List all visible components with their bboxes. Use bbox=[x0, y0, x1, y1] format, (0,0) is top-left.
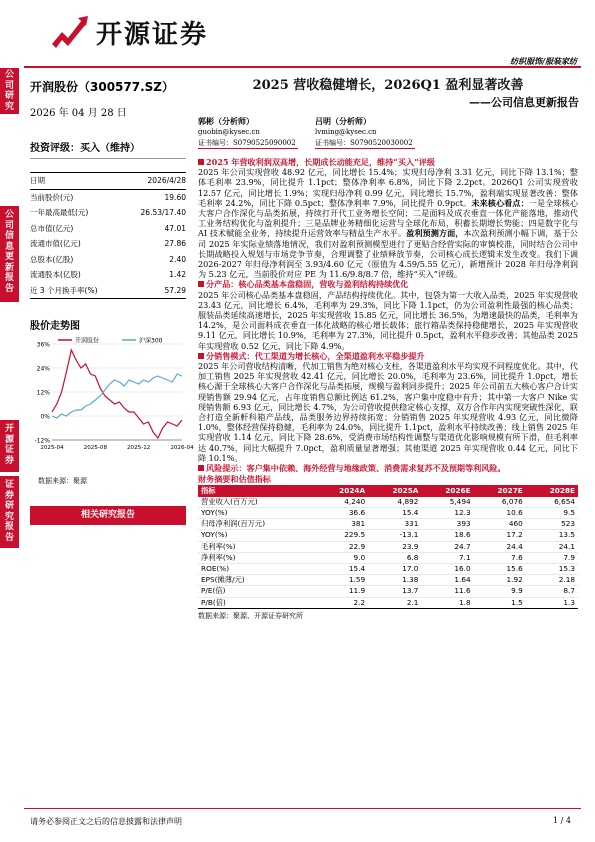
financial-cell: YOY(%) bbox=[198, 507, 315, 518]
key-data-row bbox=[30, 221, 186, 237]
financial-cell: 7.6 bbox=[474, 552, 526, 563]
financial-header-row bbox=[198, 485, 578, 497]
bullet-square-icon bbox=[198, 281, 204, 287]
key-data-row bbox=[30, 283, 186, 299]
financial-cell: 13.7 bbox=[368, 586, 421, 597]
financial-cell: 23.9 bbox=[368, 541, 421, 552]
financial-cell: 2.1 bbox=[368, 597, 421, 608]
financial-cell: 7.1 bbox=[421, 552, 473, 563]
series-line-stock bbox=[52, 350, 182, 438]
sidebar-char: 研 bbox=[4, 91, 14, 101]
key-value: 47.01 bbox=[164, 223, 186, 233]
financial-cell: 17.2 bbox=[474, 530, 526, 541]
financial-cell: 18.6 bbox=[421, 530, 473, 541]
financial-cell: 16.0 bbox=[421, 563, 473, 574]
financial-cell: 1.3 bbox=[526, 597, 578, 608]
analyst-name: 吕明（分析师） bbox=[315, 116, 371, 126]
analyst-cert: 证书编号：S0790520030002 bbox=[315, 139, 413, 147]
sidebar-char: 信 bbox=[4, 231, 14, 241]
key-data-row bbox=[30, 267, 186, 283]
key-data-row bbox=[30, 173, 186, 190]
price-chart-svg bbox=[30, 336, 194, 464]
sidebar-securities-research bbox=[0, 476, 19, 548]
sidebar-report-type bbox=[0, 206, 19, 302]
price-trend-title: 股价走势图 bbox=[30, 321, 80, 332]
header-divider bbox=[24, 66, 581, 68]
analyst-2 bbox=[315, 116, 413, 149]
financial-cell: -13.1 bbox=[368, 530, 421, 541]
financial-cell: 523 bbox=[526, 519, 578, 530]
key-value: 2026/4/28 bbox=[123, 173, 186, 190]
financial-source: 数据来源：聚源、开源证券研究所 bbox=[198, 611, 303, 620]
financial-cell: 6.8 bbox=[368, 552, 421, 563]
x-tick-label: 2025-12 bbox=[126, 445, 151, 451]
sidebar-company-research bbox=[0, 68, 19, 114]
bullet-square-icon bbox=[198, 465, 204, 471]
key-data-row bbox=[30, 189, 186, 205]
financial-cell: 8.7 bbox=[526, 586, 578, 597]
chart-source: 数据来源：聚源 bbox=[38, 477, 87, 485]
financial-row bbox=[198, 575, 578, 586]
financial-cell: 17.0 bbox=[368, 563, 421, 574]
financial-header-cell: 2028E bbox=[526, 485, 578, 497]
financial-cell: 4,892 bbox=[368, 497, 421, 508]
sidebar-char: 司 bbox=[4, 80, 14, 91]
industry-label: 纺织服饰/服装家纺 bbox=[510, 56, 577, 66]
key-data-table bbox=[30, 172, 186, 299]
financial-cell: 381 bbox=[315, 519, 368, 530]
financial-cell: YOY(%) bbox=[198, 530, 315, 541]
financial-cell: 归母净利润(百万元) bbox=[198, 519, 315, 530]
financial-row bbox=[198, 507, 578, 518]
financial-cell: 1.5 bbox=[474, 597, 526, 608]
financial-cell: 460 bbox=[474, 519, 526, 530]
financial-cell: 7.9 bbox=[526, 552, 578, 563]
disclaimer: 请务必参阅正文之后的信息披露和法律声明 bbox=[30, 817, 182, 826]
financial-cell: 1.59 bbox=[315, 575, 368, 586]
y-tick-label: -12% bbox=[34, 437, 50, 445]
financial-cell: 9.5 bbox=[526, 507, 578, 518]
financial-cell: 6,654 bbox=[526, 497, 578, 508]
sidebar-char: 证 bbox=[4, 480, 14, 490]
financial-cell: 净利率(%) bbox=[198, 552, 315, 563]
sidebar-char: 源 bbox=[4, 434, 14, 445]
key-data-row bbox=[30, 205, 186, 221]
bullet-square-icon bbox=[198, 353, 204, 359]
financial-cell: ROE(%) bbox=[198, 563, 315, 574]
financial-cell: 1.38 bbox=[368, 575, 421, 586]
financial-row bbox=[198, 497, 578, 508]
financial-header-cell: 2024A bbox=[315, 485, 368, 497]
related-reports-button[interactable]: 相关研究报告 bbox=[30, 506, 186, 525]
price-trend-chart bbox=[30, 336, 194, 464]
page-number: 1 / 4 bbox=[553, 816, 571, 825]
logo-icon bbox=[48, 14, 90, 50]
key-data-row bbox=[30, 252, 186, 268]
key-value: 19.60 bbox=[164, 192, 186, 202]
sidebar-char: 公 bbox=[4, 210, 14, 220]
sidebar-char: 更 bbox=[4, 252, 14, 262]
financial-cell: 1.92 bbox=[474, 575, 526, 586]
sidebar-char: 告 bbox=[4, 283, 14, 294]
analyst-email[interactable]: lvming@kysec.cn bbox=[315, 128, 377, 136]
financial-header-cell: 2026E bbox=[421, 485, 473, 497]
sidebar-char: 券 bbox=[4, 490, 14, 501]
financial-cell: 24.4 bbox=[474, 541, 526, 552]
financial-header-cell: 2027E bbox=[474, 485, 526, 497]
footer-divider bbox=[24, 808, 581, 809]
sidebar-char: 究 bbox=[4, 101, 14, 112]
x-tick-label: 2026-04 bbox=[170, 445, 194, 451]
section-heading: 分产品：核心品类基本盘稳固，营收与盈利结构持续优化 bbox=[198, 279, 578, 289]
y-tick-label: 36% bbox=[36, 341, 50, 349]
key-label: 总市值(亿元) bbox=[30, 223, 74, 233]
financial-cell: 12.3 bbox=[421, 507, 473, 518]
financial-cell: 营业收入(百万元) bbox=[198, 497, 315, 508]
financial-row bbox=[198, 586, 578, 597]
financial-row bbox=[198, 519, 578, 530]
sidebar-broker bbox=[0, 420, 19, 472]
key-value: 27.86 bbox=[164, 239, 186, 249]
logo-text: 开源证券 bbox=[96, 19, 209, 50]
financial-cell: 331 bbox=[368, 519, 421, 530]
sidebar-char: 息 bbox=[4, 241, 14, 252]
financial-cell: 24.7 bbox=[421, 541, 473, 552]
financial-row bbox=[198, 597, 578, 608]
series-line-index bbox=[52, 374, 182, 418]
key-value: 26.53/17.40 bbox=[140, 208, 186, 218]
financial-cell: 15.3 bbox=[526, 563, 578, 574]
investment-rating: 投资评级：买入（维持） bbox=[30, 143, 140, 154]
financial-cell: 1.64 bbox=[421, 575, 473, 586]
sidebar-char: 公 bbox=[4, 70, 14, 80]
sidebar-char: 新 bbox=[4, 262, 14, 273]
section-paragraph: 2025 年公司核心品类基本盘稳固，产品结构持续优化。其中，包袋为第一大收入品类，2025 年实现营收 23.43 亿元，同比增长 6.4%，毛利率为 29.3%，同比下降 1.1pct，仍为公司盈利性最强的核心品类；服装品类延续高速增长，2025 年实现营收 15.85 亿元，同比增长 36.5%，为增速最快的品类，毛利率为 14.2%，是公司面料成衣垂直一体化战略的核心增长载体；旅行箱品类保持稳健增长，2025 年实现营收 9.11 亿元，同比增长 10.9%，毛利率为 27.3%，同比提升 0.5pct，盈利水平稳步改善；其他品类 2025 年实现营收 0.52 亿元，同比下降 4.9%。 bbox=[198, 289, 578, 351]
financial-cell: 2.18 bbox=[526, 575, 578, 586]
legend-label: 沪深300 bbox=[139, 337, 163, 345]
financial-header-cell: 指标 bbox=[198, 485, 315, 497]
section-paragraph: 2025 年公司实现营收 48.92 亿元，同比增长 15.4%；实现归母净利 3.31 亿元，同比下降 13.1%；整体毛利率 23.9%，同比提升 1.1pct；整体净利率 6.8%，同比下降 2.2pct。2026Q1 公司实现营收 12.57 亿元，同比增长 1.9%；实现归母净利 0.99 亿元，同比增长 15.7%，盈利端实现显著改善：整体毛利率 24.2%，同比下降 0.5pct；整体净利率 7.9%，同比提升 0.9pct。未来核心看点：一是全球核心大客户合作深化与品类拓展，持续打开代工业务增长空间；二是面料及成衣垂直一体化产能落地，推动代工业务结构优化与盈利提升；三是品牌业务精细化运营与全球化布局，积蓄长期增长势能；四是数字化与 AI 技术赋能全业务，持续提升运营效率与精益生产水平。盈利预测方面，本次盈利预测小幅下调，基于公司 2025 年实际业绩落地情况，我们对盈利预测模型进行了更贴合经营实际的审慎校准，同时结合公司中长期战略投入规划与市场竞争节奏，合理调整了业绩释放节奏，公司核心成长逻辑未发生改变。我们下调 2026-2027 年归母净利润至 3.93/4.60 亿元（原值为 4.59/5.55 亿元），新增预计 2028 年归母净利润为 5.23 亿元，当前股价对应 PE 为 11.6/9.8/8.7 倍，维持“买入”评级。 bbox=[198, 167, 578, 280]
key-label: 流通市值(亿元) bbox=[30, 239, 81, 249]
financial-cell: 11.6 bbox=[421, 586, 473, 597]
key-value: 1.42 bbox=[169, 270, 186, 280]
key-label: 当前股价(元) bbox=[30, 192, 74, 202]
financial-cell: 15.4 bbox=[368, 507, 421, 518]
financial-cell: 2.2 bbox=[315, 597, 368, 608]
financial-cell: 11.9 bbox=[315, 586, 368, 597]
sidebar-char: 究 bbox=[4, 511, 14, 522]
financial-cell: P/B(倍) bbox=[198, 597, 315, 608]
report-title: 2025 营收稳健增长，2026Q1 盈利显著改善 bbox=[252, 78, 524, 93]
financial-header-cell: 2025A bbox=[368, 485, 421, 497]
financial-row bbox=[198, 552, 578, 563]
rating-divider bbox=[30, 158, 186, 159]
key-value: 2.40 bbox=[169, 254, 186, 264]
analyst-divider bbox=[198, 148, 298, 149]
key-label: 近 3 个月换手率(%) bbox=[30, 283, 123, 299]
financial-cell: EPS(摊薄/元) bbox=[198, 575, 315, 586]
financial-cell: 22.9 bbox=[315, 541, 368, 552]
key-label: 总股本(亿股) bbox=[30, 254, 74, 264]
x-tick-label: 2025-04 bbox=[40, 445, 64, 451]
sidebar-char: 证 bbox=[4, 445, 14, 455]
stock-name: 开润股份（300577.SZ） bbox=[30, 80, 175, 94]
key-label: 流通股本(亿股) bbox=[30, 270, 81, 280]
financial-row bbox=[198, 563, 578, 574]
financial-cell: 9.0 bbox=[315, 552, 368, 563]
financial-cell: 15.4 bbox=[315, 563, 368, 574]
x-tick-label: 2025-08 bbox=[83, 445, 108, 451]
key-label: 一年最高最低(元) bbox=[30, 208, 89, 218]
financial-cell: 1.8 bbox=[421, 597, 473, 608]
section-heading: 分销售模式：代工渠道为增长核心，全渠道盈利水平稳步提升 bbox=[198, 351, 578, 361]
key-data-row bbox=[30, 236, 186, 252]
financial-cell: 36.6 bbox=[315, 507, 368, 518]
analyst-email[interactable]: guobin@kysec.cn bbox=[198, 128, 260, 136]
sidebar-char: 报 bbox=[4, 522, 14, 532]
bullet-square-icon bbox=[198, 159, 204, 165]
sidebar-char: 开 bbox=[4, 424, 14, 434]
key-value: 57.29 bbox=[123, 283, 186, 299]
report-subtitle: ——公司信息更新报告 bbox=[469, 96, 579, 109]
financial-cell: 15.6 bbox=[474, 563, 526, 574]
financial-cell: 229.5 bbox=[315, 530, 368, 541]
sidebar-char: 告 bbox=[4, 532, 14, 543]
analyst-cert: 证书编号：S0790525090002 bbox=[198, 139, 296, 147]
sidebar-char: 研 bbox=[4, 501, 14, 511]
y-tick-label: 12% bbox=[36, 389, 50, 397]
company-logo bbox=[48, 12, 208, 52]
key-label: 日期 bbox=[30, 173, 123, 190]
financial-table bbox=[198, 485, 578, 609]
report-body bbox=[198, 157, 578, 621]
section-paragraph: 2025 年公司营收结构清晰，代加工销售为绝对核心支柱，各渠道盈利水平均实现不同程度优化。其中，代加工销售 2025 年实现营收 42.41 亿元，同比增长 20.0%，毛利率为 23.6%，同比提升 1.0pct，增长核心源于全球核心大客户合作深化与品类拓展，规模与盈利同步提升；2025 年公司前五大核心客户合计实现销售额 29.94 亿元，占年度销售总额比例达 61.2%，客户集中度稳中有升；其中第一大客户 Nike 实现销售额 6.93 亿元，同比增长 4.7%，为公司营收提供稳定核心支撑，双方合作年内实现突破性深化，联合打造全新軒科箱产品线，品类服务边界持续拓宽；分销销售 2025 年实现营收 4.93 亿元，同比微降 1.0%，整体经营保持稳健，毛利率为 24.0%，同比提升 1.1pct，盈利水平持续改善；线上销售 2025 年实现营收 1.14 亿元，同比下降 28.6%，受消费市场结构性调整与渠道优化影响规模有所下滑，但毛利率达 40.7%，同比大幅提升 7.0pct，盈利质量显著增强；其他渠道 2025 年实现营收 0.44 亿元，同比下降 10.1%。 bbox=[198, 361, 578, 463]
financial-cell: 10.6 bbox=[474, 507, 526, 518]
report-date: 2026 年 04 月 28 日 bbox=[30, 108, 127, 119]
financial-cell: P/E(倍) bbox=[198, 586, 315, 597]
financial-cell: 5,494 bbox=[421, 497, 473, 508]
risk-warning: 风险提示：客户集中依赖、海外经营与地缘政策、消费需求复苏不及预期等利风险。 bbox=[198, 463, 578, 473]
financial-row bbox=[198, 530, 578, 541]
sidebar-char: 券 bbox=[4, 455, 14, 466]
financial-cell: 393 bbox=[421, 519, 473, 530]
analyst-divider bbox=[315, 148, 415, 149]
financial-cell: 毛利率(%) bbox=[198, 541, 315, 552]
financial-cell: 6,076 bbox=[474, 497, 526, 508]
sidebar-char: 司 bbox=[4, 220, 14, 231]
financial-cell: 24.1 bbox=[526, 541, 578, 552]
legend-label: 开润股份 bbox=[75, 337, 100, 345]
y-tick-label: 24% bbox=[36, 365, 50, 373]
section-heading: 2025 年营收利润双高增，长期成长动能充足，维持“买入”评级 bbox=[198, 157, 578, 167]
analyst-1 bbox=[198, 116, 296, 149]
financial-cell: 9.9 bbox=[474, 586, 526, 597]
financial-table-title: 财务摘要和估值指标 bbox=[198, 474, 271, 485]
financial-row bbox=[198, 541, 578, 552]
y-tick-label: 0% bbox=[40, 413, 50, 421]
financial-cell: 4,240 bbox=[315, 497, 368, 508]
financial-cell: 13.5 bbox=[526, 530, 578, 541]
analyst-name: 郭彬（分析师） bbox=[198, 116, 254, 126]
sidebar-char: 报 bbox=[4, 273, 14, 283]
